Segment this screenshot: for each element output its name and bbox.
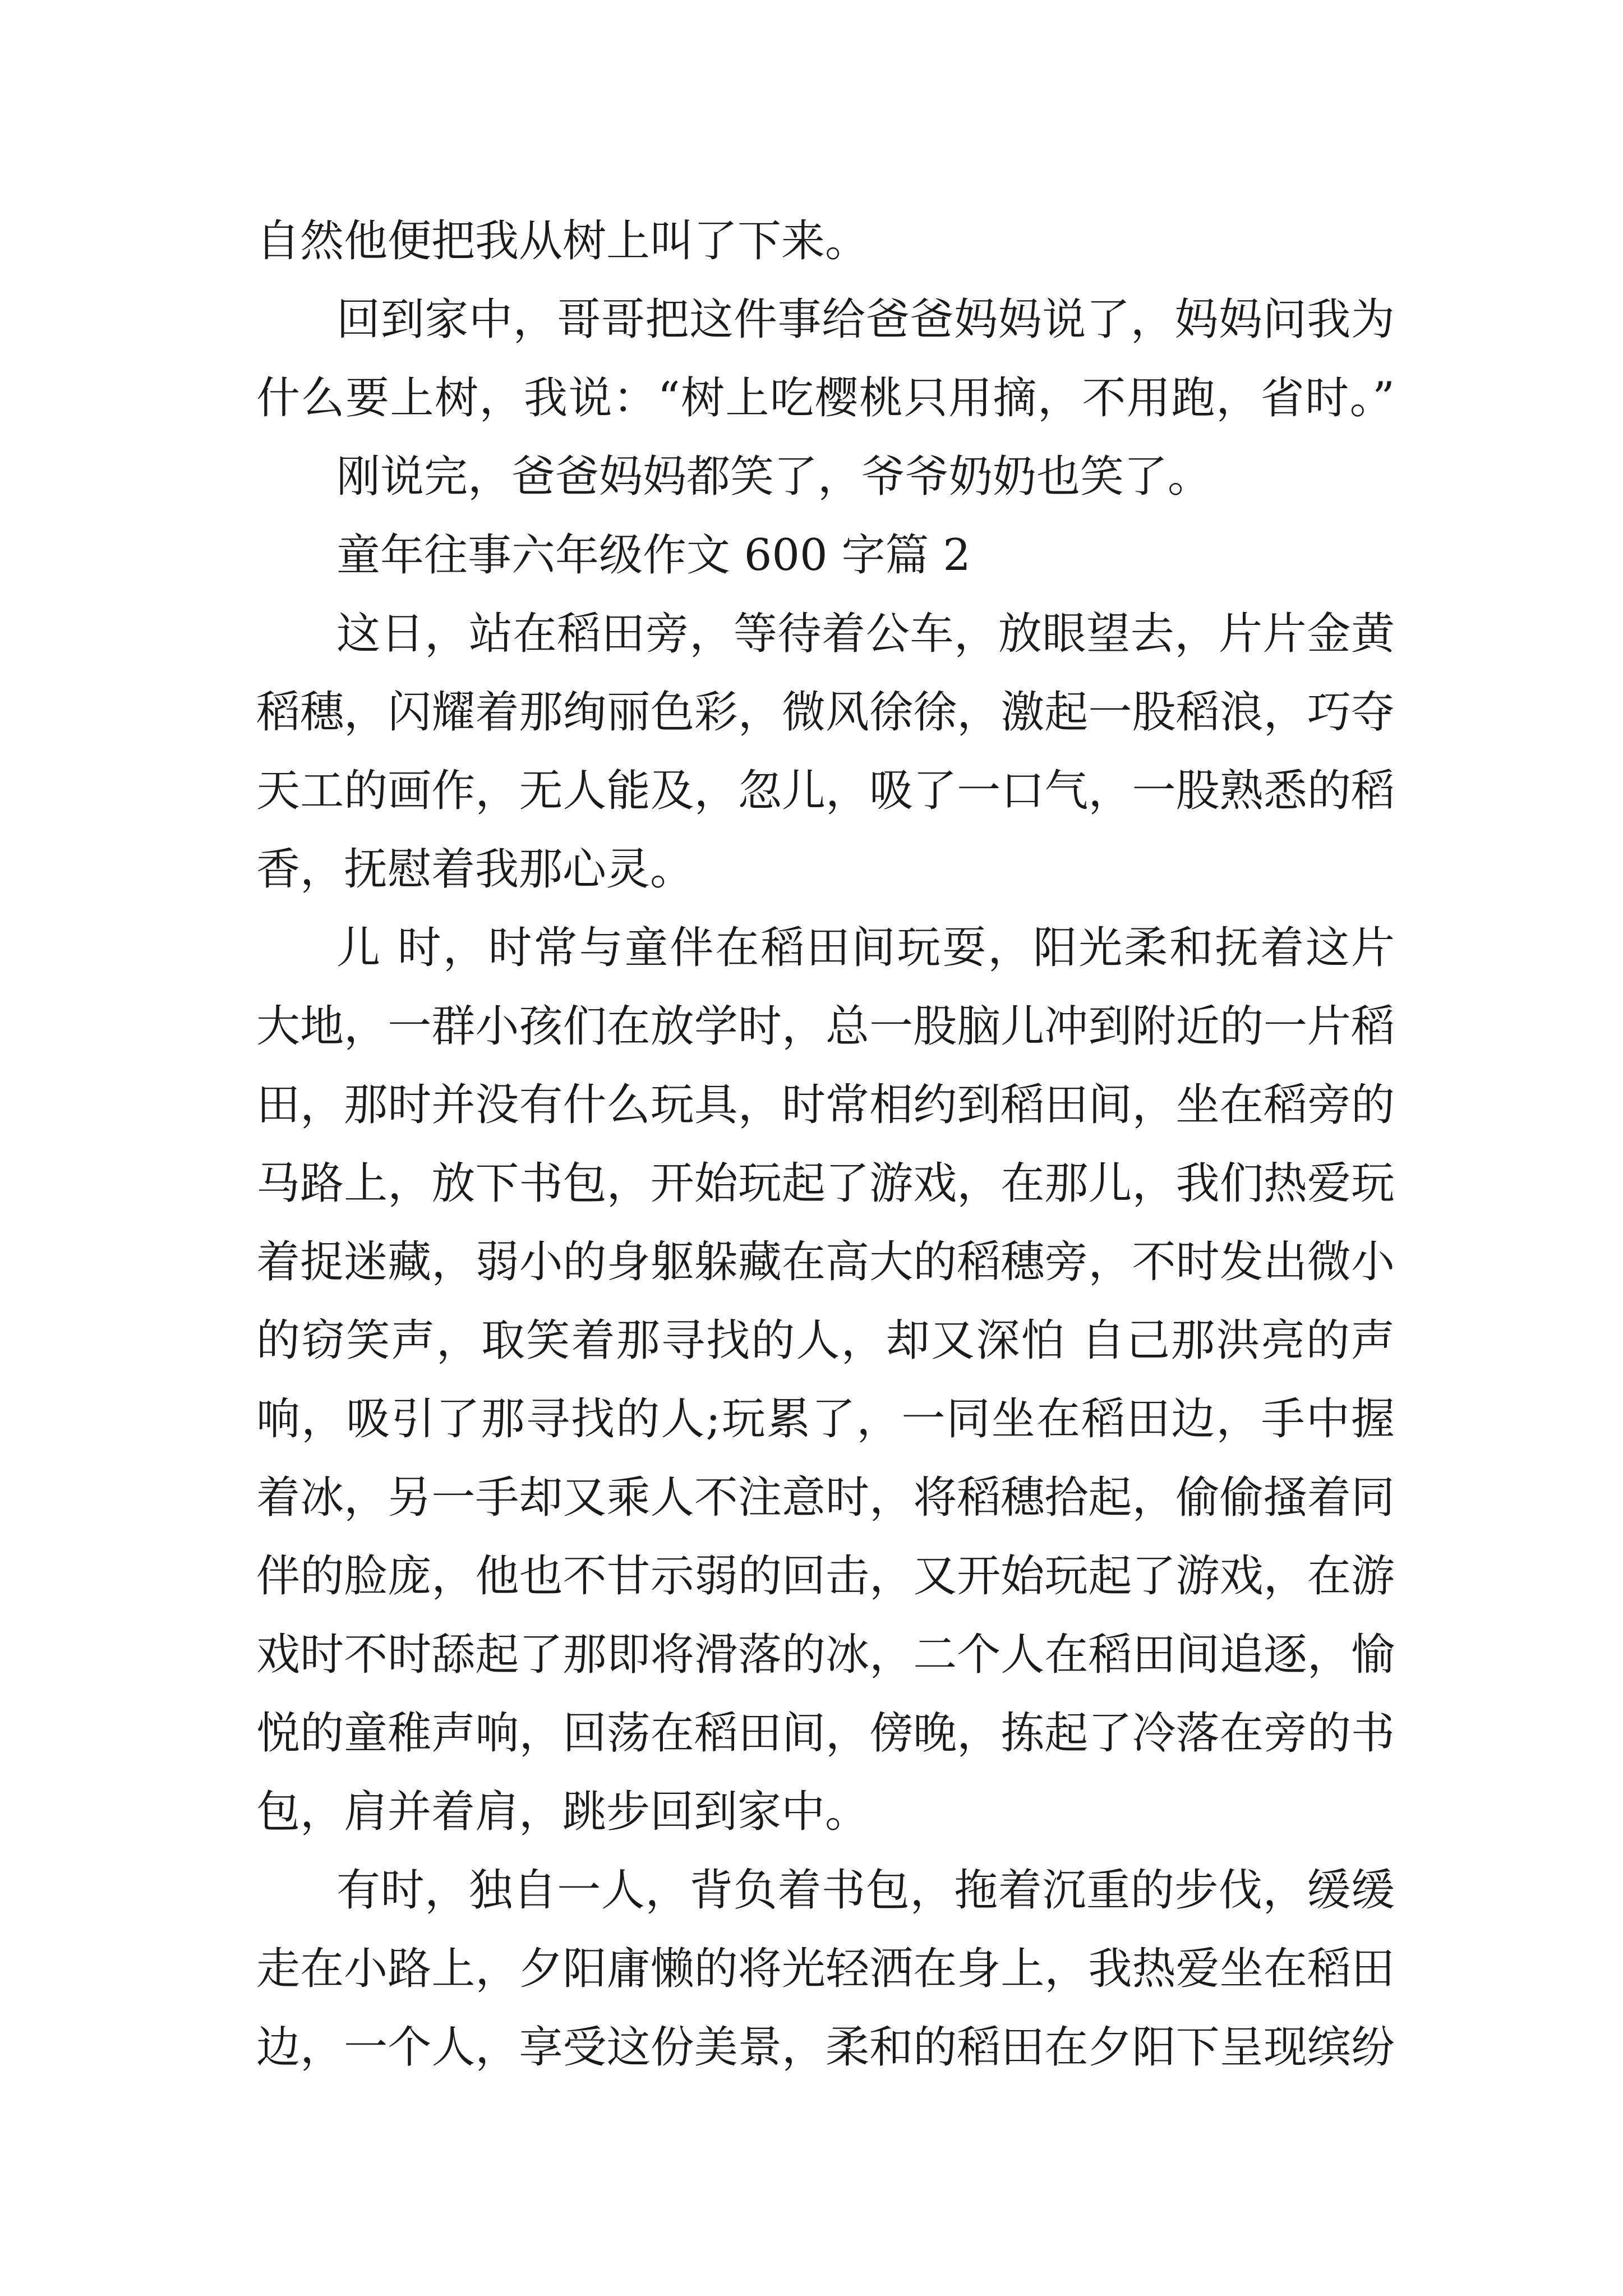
text-line: 戏时不时舔起了那即将滑落的冰，二个人在稻田间追逐，愉 bbox=[256, 1630, 1395, 1680]
text-line: 边，一个人，享受这份美景，柔和的稻田在夕阳下呈现缤纷 bbox=[256, 2022, 1395, 2073]
text-line: 稻穗，闪耀着那绚丽色彩，微风徐徐，激起一股稻浪，巧夺 bbox=[256, 687, 1395, 738]
text-line: 有时，独自一人，背负着书包，拖着沉重的步伐，缓缓 bbox=[336, 1865, 1395, 1916]
text-line: 回到家中，哥哥把这件事给爸爸妈妈说了，妈妈问我为 bbox=[336, 295, 1395, 345]
text-line: 儿 时，时常与童伴在稻田间玩耍，阳光柔和抚着这片 bbox=[336, 923, 1395, 973]
section-heading: 童年往事六年级作文 600 字篇 2 bbox=[336, 530, 971, 581]
text-line: 刚说完，爸爸妈妈都笑了，爷爷奶奶也笑了。 bbox=[336, 452, 1212, 502]
text-line: 天工的画作，无人能及，忽儿，吸了一口气，一股熟悉的稻 bbox=[256, 766, 1395, 816]
text-line: 的窃笑声，取笑着那寻找的人，却又深怕 自己那洪亮的声 bbox=[256, 1315, 1395, 1366]
text-line: 着冰，另一手却又乘人不注意时，将稻穗拾起，偷偷搔着同 bbox=[256, 1473, 1395, 1523]
text-line: 马路上，放下书包，开始玩起了游戏，在那儿，我们热爱玩 bbox=[256, 1158, 1395, 1209]
text-line: 田，那时并没有什么玩具，时常相约到稻田间，坐在稻旁的 bbox=[256, 1080, 1395, 1130]
text-line: 香，抚慰着我那心灵。 bbox=[256, 844, 694, 895]
text-line: 悦的童稚声响，回荡在稻田间，傍晚，拣起了冷落在旁的书 bbox=[256, 1708, 1395, 1759]
text-line: 大地，一群小孩们在放学时，总一股脑儿冲到附近的一片稻 bbox=[256, 1001, 1395, 1052]
text-line: 响，吸引了那寻找的人;玩累了，一同坐在稻田边，手中握 bbox=[256, 1394, 1395, 1444]
text-line: 伴的脸庞，他也不甘示弱的回击，又开始玩起了游戏，在游 bbox=[256, 1551, 1395, 1602]
text-line: 自然他便把我从树上叫了下来。 bbox=[256, 216, 869, 266]
text-line: 着捉迷藏，弱小的身躯躲藏在高大的稻穗旁，不时发出微小 bbox=[256, 1237, 1395, 1287]
text-line: 什么要上树，我说：“树上吃樱桃只用摘，不用跑，省时。” bbox=[256, 373, 1395, 424]
text-line: 这日，站在稻田旁，等待着公车，放眼望去，片片金黄 bbox=[336, 609, 1395, 659]
text-line: 包，肩并着肩，跳步回到家中。 bbox=[256, 1787, 869, 1837]
text-line: 走在小路上，夕阳庸懒的将光轻洒在身上，我热爱坐在稻田 bbox=[256, 1944, 1395, 1994]
